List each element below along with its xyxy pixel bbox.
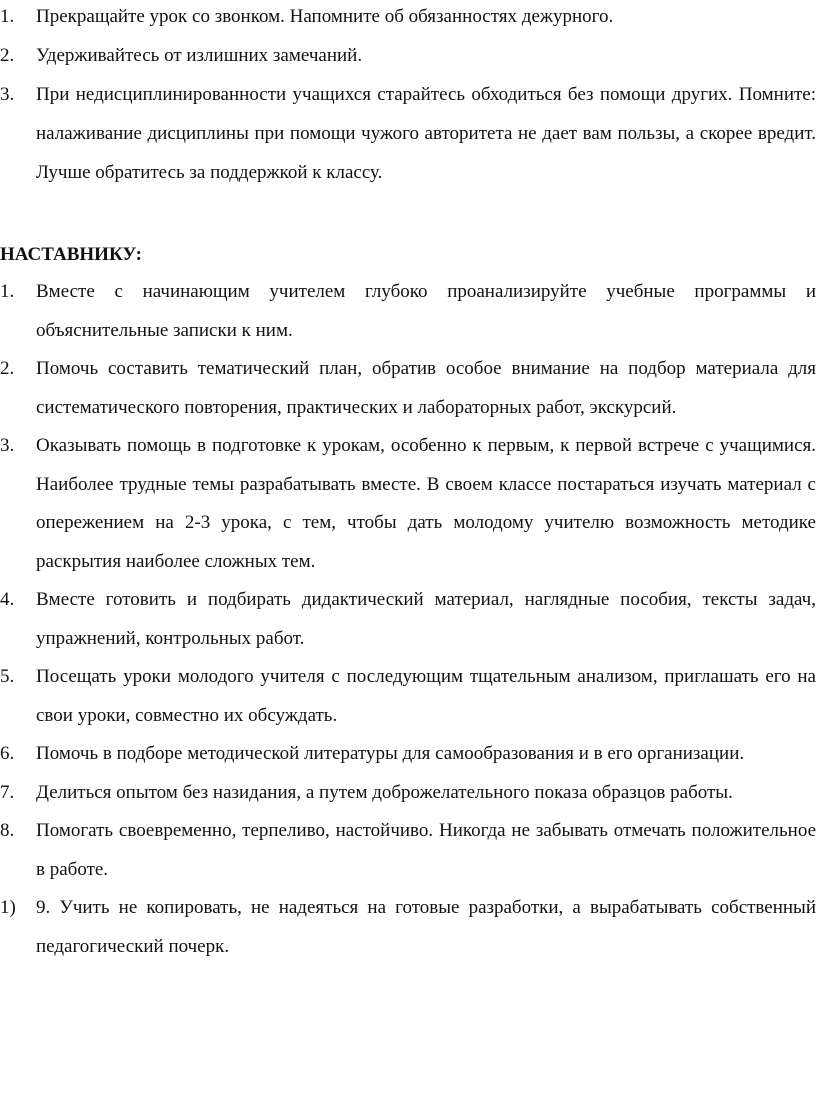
list-item-text: Помочь составить тематический план, обратив особое внимание на подбор материала для систематического повторения, практических и лабораторных работ, экскурсий. — [36, 358, 816, 418]
list-item — [0, 0, 816, 36]
list-item-number: 5. — [0, 666, 15, 687]
list-item-text: Оказывать помощь в подготовке к урокам, особенно к первым, к первой встрече с учащимися. Наиболее трудные темы разрабатывать вместе. В своем классе постараться изучать материал с опережением на 2-3 урока, с тем, чтобы дать молодому учителю возможность методике раскрытия наиболее сложных тем. — [36, 435, 816, 572]
list-item-text: 9. Учить не копировать, не надеяться на готовые разработки, а вырабатывать собственный педагогический почерк. — [36, 897, 816, 957]
list-item-number: 3. — [0, 435, 15, 456]
list-item-text: При недисциплинированности учащихся старайтесь обходиться без помощи других. Помните: налаживание дисциплины при помощи чужого авторитета не дает вам пользы, а скорее вредит. Лучше обратитесь за поддержкой к классу. — [36, 84, 816, 183]
list-item-number: 7. — [0, 781, 15, 803]
list-item-number: 1. — [0, 6, 15, 27]
mentor-list — [0, 273, 816, 966]
list-item — [0, 812, 816, 889]
list-item-text: Прекращайте урок со звонком. Напомните об обязанностях дежурного. — [36, 6, 614, 27]
list-item — [0, 581, 816, 658]
list-item — [0, 350, 816, 427]
list-item — [0, 889, 816, 966]
list-item-number: 1. — [0, 281, 15, 302]
list-item — [0, 273, 816, 350]
list-item-number: 2. — [0, 358, 15, 379]
list-item — [0, 36, 816, 75]
top-list — [0, 0, 816, 192]
list-item-number: 2. — [0, 45, 15, 66]
list-item — [0, 774, 816, 813]
list-item — [0, 735, 816, 774]
list-item-number: 8. — [0, 820, 15, 841]
list-item-text: Помогать своевременно, терпеливо, настойчиво. Никогда не забывать отмечать положительное в работе. — [36, 820, 816, 880]
list-item-text: Вместе готовить и подбирать дидактический материал, наглядные пособия, тексты задач, упражнений, контрольных работ. — [36, 589, 816, 649]
list-item-number: 3. — [0, 84, 15, 105]
section-heading: НАСТАВНИКУ: — [0, 244, 142, 265]
list-item-number: 6. — [0, 743, 15, 764]
list-item-number: 1) — [0, 897, 16, 918]
list-item-text: Помочь в подборе методической литературы для самообразования и в его организации. — [36, 743, 745, 764]
list-item-text: Удерживайтесь от излишних замечаний. — [36, 45, 363, 66]
list-item — [0, 658, 816, 735]
list-item-text: Вместе с начинающим учителем глубоко проанализируйте учебные программы и объяснительные записки к ним. — [36, 281, 816, 341]
list-item-number: 4. — [0, 589, 15, 610]
list-item-text: Посещать уроки молодого учителя с последующим тщательным анализом, приглашать его на свои уроки, совместно их обсуждать. — [36, 666, 816, 726]
list-item — [0, 427, 816, 581]
list-item-text: Делиться опытом без назидания, а путем доброжелательного показа образцов работы. — [36, 781, 733, 803]
list-item — [0, 75, 816, 192]
